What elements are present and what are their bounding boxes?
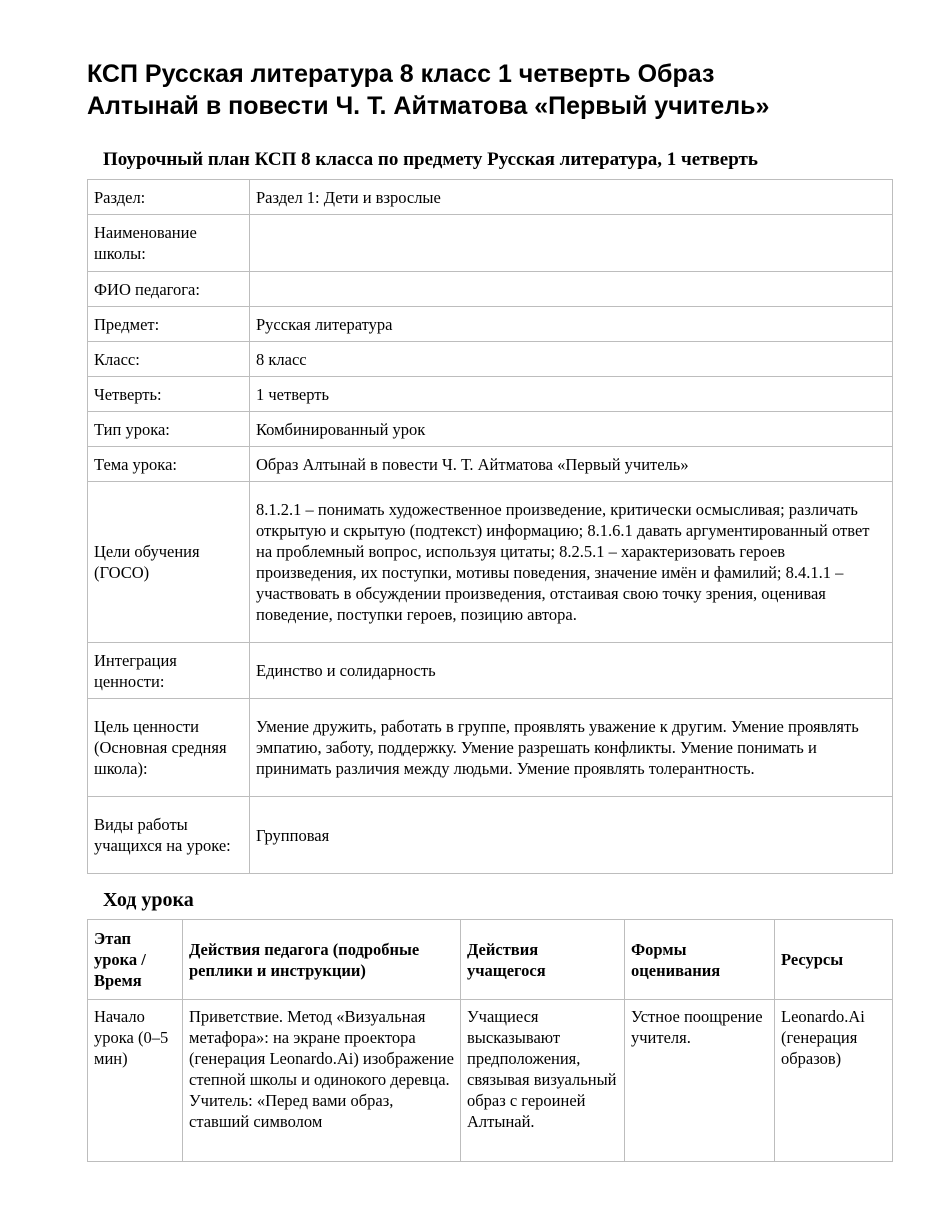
table-row — [88, 377, 893, 412]
row-value: 1 четверть — [250, 377, 893, 412]
row-value — [250, 272, 893, 307]
row-label: Виды работы учащихся на уроке: — [88, 797, 250, 874]
row-label: Цели обучения (ГОСО) — [88, 482, 250, 643]
row-value: Групповая — [250, 797, 893, 874]
student-actions-cell: Учащиеся высказывают предположения, связывая визуальный образ с героиней Алтынай. — [461, 1000, 625, 1162]
table-row — [88, 1000, 893, 1162]
lesson-plan-table — [87, 179, 893, 874]
row-value: Комбинированный урок — [250, 412, 893, 447]
lesson-progress-table — [87, 919, 893, 1162]
row-value: Раздел 1: Дети и взрослые — [250, 180, 893, 215]
document-title-line-2: Алтынай в повести Ч. Т. Айтматова «Первый учитель» — [87, 92, 770, 120]
row-value: 8 класс — [250, 342, 893, 377]
table-row — [88, 699, 893, 797]
row-label: Интеграция ценности: — [88, 643, 250, 699]
row-label: Наименование школы: — [88, 215, 250, 272]
teacher-actions-cell: Приветствие. Метод «Визуальная метафора»: на экране проектора (генерация Leonardo.Ai) изображение степной школы и одинокого деревца. Учитель: «Перед вами образ, ставший символом — [183, 1000, 461, 1162]
stage-cell: Начало урока (0–5 мин) — [88, 1000, 183, 1162]
row-label: Предмет: — [88, 307, 250, 342]
table-row — [88, 797, 893, 874]
row-label: Класс: — [88, 342, 250, 377]
table-row — [88, 180, 893, 215]
row-value: Единство и солидарность — [250, 643, 893, 699]
document-title-line-1: КСП Русская литература 8 класс 1 четверть Образ — [87, 60, 715, 88]
row-value: 8.1.2.1 – понимать художественное произведение, критически осмысливая; различать открытую и скрытую (подтекст) информацию; 8.1.6.1 давать аргументированный ответ на проблемный вопрос, используя цитаты; 8.2.5.1 – характеризовать героев произведения, их поступки, мотивы поведения, значение имён и фамилий; 8.4.1.1 – участвовать в обсуждении произведения, отстаивая свою точку зрения, оценивая поведение, поступки героев, позицию автора. — [250, 482, 893, 643]
assessment-cell: Устное поощрение учителя. — [625, 1000, 775, 1162]
progress-heading: Ход урока — [103, 889, 194, 911]
row-value: Образ Алтынай в повести Ч. Т. Айтматова «Первый учитель» — [250, 447, 893, 482]
row-label: Тема урока: — [88, 447, 250, 482]
column-header-student-actions: Действия учащегося — [461, 920, 625, 1000]
table-row — [88, 272, 893, 307]
column-header-resources: Ресурсы — [775, 920, 893, 1000]
column-header-teacher-actions: Действия педагога (подробные реплики и инструкции) — [183, 920, 461, 1000]
row-value: Русская литература — [250, 307, 893, 342]
row-value: Умение дружить, работать в группе, проявлять уважение к другим. Умение проявлять эмпатию, заботу, поддержку. Умение разрешать конфликты. Умение понимать и принимать различия между людьми. Умение проявлять толерантность. — [250, 699, 893, 797]
table-row — [88, 342, 893, 377]
plan-heading: Поурочный план КСП 8 класса по предмету Русская литература, 1 четверть — [103, 149, 758, 170]
table-row — [88, 307, 893, 342]
table-row — [88, 643, 893, 699]
resources-cell: Leonardo.Ai (генерация образов) — [775, 1000, 893, 1162]
row-label: Цель ценности (Основная средняя школа): — [88, 699, 250, 797]
table-row — [88, 447, 893, 482]
table-header-row — [88, 920, 893, 1000]
row-label: Четверть: — [88, 377, 250, 412]
row-label: Раздел: — [88, 180, 250, 215]
row-label: Тип урока: — [88, 412, 250, 447]
column-header-stage: Этап урока / Время — [88, 920, 183, 1000]
table-row — [88, 215, 893, 272]
table-row — [88, 482, 893, 643]
document-title — [87, 58, 887, 122]
table-row — [88, 412, 893, 447]
row-label: ФИО педагога: — [88, 272, 250, 307]
row-value — [250, 215, 893, 272]
column-header-assessment: Формы оценивания — [625, 920, 775, 1000]
